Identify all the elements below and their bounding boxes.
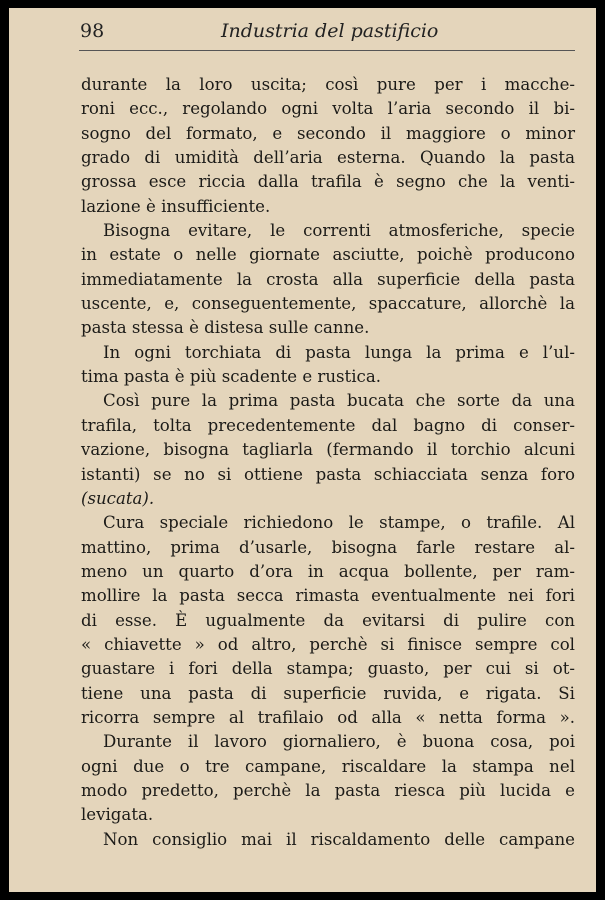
text-line: immediatamente la crosta alla superficie della pasta: [81, 269, 575, 289]
paragraph-start: Cura speciale richiedono le stampe, o trafile. Al: [103, 513, 575, 533]
text-line: grossa esce riccia dalla trafila è segno che la venti-: [81, 172, 575, 192]
text-line: pasta stessa è distesa sulle canne.: [81, 318, 370, 338]
text-line: mollire la pasta secca rimasta eventualmente nei fori: [81, 586, 575, 606]
text-line: meno un quarto d’ora in acqua bollente, per ram-: [81, 561, 575, 581]
paragraph-start: Non consiglio mai il riscaldamento delle campane: [103, 829, 575, 849]
text-line: levigata.: [81, 805, 154, 825]
text-line: tima pasta è più scadente e rustica.: [81, 367, 381, 387]
page-header: [9, 8, 596, 56]
text-line: durante la loro uscita; così pure per i macche-: [81, 75, 575, 94]
text-line: tiene una pasta di superficie ruvida, e rigata. Si: [81, 683, 575, 703]
text-line: grado di umidità dell’aria esterna. Quando la pasta: [81, 148, 575, 168]
text-line: « chiavette » od altro, perchè si finisce sempre col: [81, 634, 575, 654]
book-page: [9, 8, 596, 892]
text-line: roni ecc., regolando ogni volta l’aria secondo il bi-: [81, 99, 575, 119]
text-line: ricorra sempre al trafilaio od alla « netta forma ».: [81, 707, 575, 727]
text-line: vazione, bisogna tagliarla (fermando il torchio alcuni: [81, 440, 575, 460]
text-line: in estate o nelle giornate asciutte, poichè producono: [81, 245, 575, 265]
text-line: modo predetto, perchè la pasta riesca più lucida e: [81, 780, 575, 800]
text-line: uscente, e, conseguentemente, spaccature, allorchè la: [81, 294, 575, 314]
text-line: trafila, tolta precedentemente dal bagno di conser-: [81, 415, 575, 435]
text-line: mattino, prima d’usarle, bisogna farle restare al-: [81, 537, 575, 557]
body-text: [81, 73, 575, 852]
text-line: ogni due o tre campane, riscaldare la stampa nel: [81, 756, 575, 776]
text-line: lazione è insufficiente.: [81, 196, 271, 216]
running-title: Industria del pastificio: [221, 20, 439, 42]
paragraph-start: Così pure la prima pasta bucata che sorte da una: [103, 391, 575, 411]
page-number: 98: [80, 20, 105, 42]
text-line: guastare i fori della stampa; guasto, per cui si ot-: [81, 659, 575, 679]
paragraph-start: Bisogna evitare, le correnti atmosferiche, specie: [103, 221, 575, 241]
paragraph-start: In ogni torchiata di pasta lunga la prima e l’ul-: [103, 342, 575, 362]
text-line: sogno del formato, e secondo il maggiore o minor: [81, 123, 575, 143]
paragraph-start: Durante il lavoro giornaliero, è buona cosa, poi: [103, 732, 575, 752]
text-line: di esse. È ugualmente da evitarsi di pulire con: [81, 610, 575, 630]
text-line: istanti) se no si ottiene pasta schiacciata senza foro: [81, 464, 575, 484]
header-rule: [79, 50, 575, 51]
text-line: (sucata).: [81, 488, 155, 508]
